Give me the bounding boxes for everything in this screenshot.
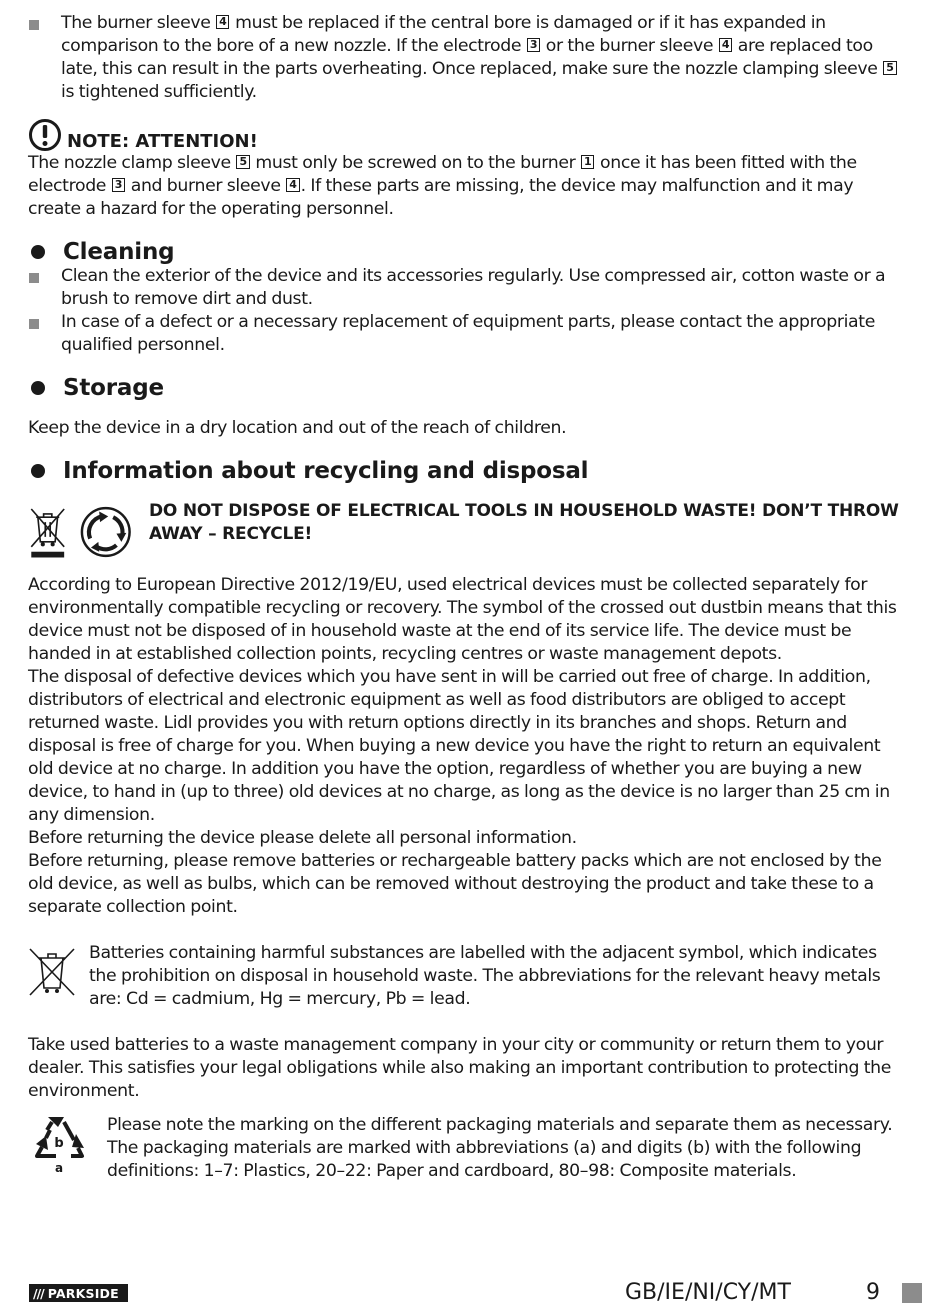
cleaning-title: Cleaning <box>63 239 175 265</box>
attention-icon <box>28 118 62 152</box>
recycle-icon <box>77 500 135 564</box>
bullet-dot <box>31 464 45 478</box>
part-number-box: 5 <box>236 155 249 169</box>
storage-text: Keep the device in a dry location and out of the reach of children. <box>28 418 567 438</box>
packaging-b-label: b <box>54 1136 64 1151</box>
list-item: Clean the exterior of the device and its accessories regularly. Use compressed air, cotton waste or a brush to remove dirt and dust. <box>28 265 904 311</box>
packaging-row <box>28 1114 904 1183</box>
logo-slashes-icon: /// <box>33 1285 44 1301</box>
batteries-text: Batteries containing harmful substances are labelled with the adjacent symbol, which indicates the prohibition on disposal in household waste. The abbreviations for the relevant heavy metals are: Cd = cadmium, Hg = mercury, Pb = lead. <box>89 943 881 1009</box>
replacement-list <box>28 12 904 104</box>
part-number-box: 5 <box>883 61 896 75</box>
recycle-warning: DO NOT DISPOSE OF ELECTRICAL TOOLS IN HOUSEHOLD WASTE! DON’T THROW AWAY – RECYCLE! <box>148 501 899 544</box>
parkside-logo <box>29 1284 128 1302</box>
batteries-removal-paragraph: Before returning, please remove batteries or rechargeable battery packs which are not enclosed by the old device, as well as bulbs, which can be removed without destroying the product and take these to a separate collection point. <box>28 851 882 917</box>
page-marker <box>902 1283 922 1303</box>
bullet-dot <box>31 245 45 259</box>
recycle-warning-row <box>28 500 904 564</box>
packaging-text: Please note the marking on the different packaging materials and separate them as necessary. The packaging materials are marked with abbreviations (a) and digits (b) with the following definitions: 1–7: Plastics, 20–22: Paper and cardboard, 80–98: Composite materials. <box>107 1115 893 1181</box>
part-number-box: 4 <box>719 38 732 52</box>
crossed-bin-icon <box>28 500 67 564</box>
bullet-dot <box>31 381 45 395</box>
note-title: NOTE: ATTENTION! <box>67 131 258 152</box>
page-number: 9 <box>866 1280 880 1305</box>
packaging-a-label: a <box>54 1161 64 1175</box>
directive-paragraph: According to European Directive 2012/19/EU, used electrical devices must be collected separately for environmentally compatible recycling or recovery. The symbol of the crossed out dustbin means that this device must not be disposed of in household waste at the end of its service life. The device must be handed in at established collection points, recycling centres or waste management depots. <box>28 575 897 664</box>
manual-page <box>28 12 904 1183</box>
disposal-paragraph: The disposal of defective devices which you have sent in will be carried out free of charge. In addition, distributors of electrical and electronic equipment as well as food distributors are obliged to accept returned waste. Lidl provides you with return options directly in its branches and shops. Return and disposal is free of charge for you. When buying a new device you have the right to return an equivalent old device at no charge. In addition you have the option, regardless of whether you are buying a new device, to hand in (up to three) old devices at no charge, as long as the device is no larger than 25 cm in any dimension. <box>28 667 890 825</box>
storage-title: Storage <box>63 375 164 401</box>
storage-heading <box>28 375 904 401</box>
part-number-box: 3 <box>527 38 540 52</box>
brand-name: PARKSIDE <box>47 1285 119 1301</box>
page-footer <box>0 1276 950 1312</box>
part-number-box: 4 <box>286 178 299 192</box>
part-number-box: 4 <box>216 15 229 29</box>
country-codes: GB/IE/NI/CY/MT <box>625 1280 791 1305</box>
list-item: In case of a defect or a necessary replacement of equipment parts, please contact the appropriate qualified personnel. <box>28 311 904 357</box>
part-number-box: 1 <box>581 155 594 169</box>
packaging-recycle-icon <box>28 1114 90 1178</box>
note-heading <box>28 118 904 152</box>
part-number-box: 3 <box>112 178 125 192</box>
battery-bin-icon <box>28 946 76 998</box>
batteries-return-text: Take used batteries to a waste management company in your city or community or return them to your dealer. This satisfies your legal obligations while also making an important contribution to protecting the environment. <box>28 1035 892 1101</box>
replacement-text: The burner sleeve 4 must be replaced if the central bore is damaged or if it has expanded in comparison to the bore of a new nozzle. If the electrode 3 or the burner sleeve 4 are replaced too late, this can result in the parts overheating. Once replaced, make sure the nozzle clamping sleeve 5 is tightened sufficiently. <box>61 13 898 102</box>
recycling-heading <box>28 458 904 484</box>
recycling-title: Information about recycling and disposal <box>63 458 589 484</box>
note-text: The nozzle clamp sleeve 5 must only be screwed on to the burner 1 once it has been fitted with the electrode 3 and burner sleeve 4 . If these parts are missing, the device may malfunction and it may create a hazard for the operating personnel. <box>28 153 857 219</box>
personal-info-paragraph: Before returning the device please delete all personal information. <box>28 828 577 848</box>
cleaning-heading <box>28 239 904 265</box>
replacement-item <box>28 12 904 104</box>
cleaning-list <box>28 265 904 357</box>
batteries-row <box>28 942 904 1011</box>
